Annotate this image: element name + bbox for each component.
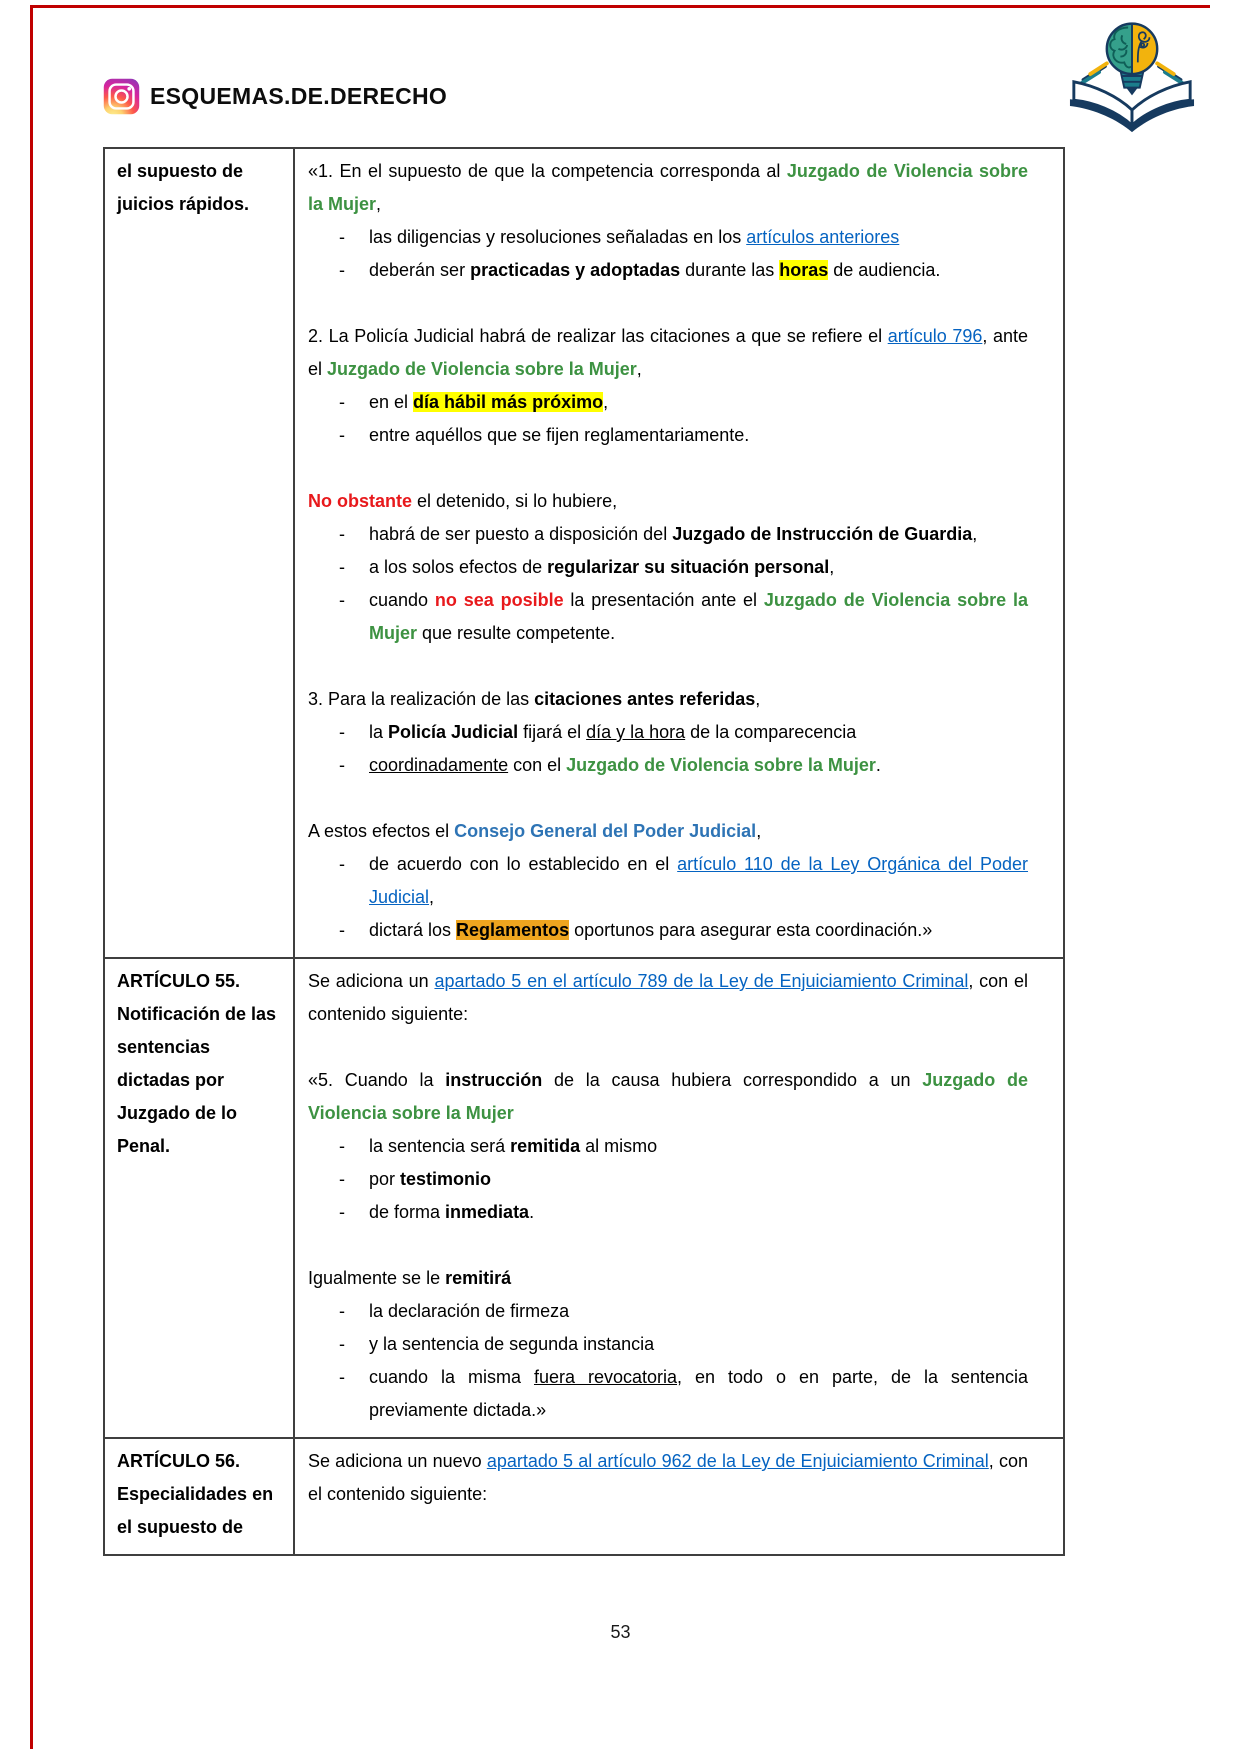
text-segment: la sentencia será [369, 1136, 511, 1156]
bold-text: practicadas y adoptadas [470, 260, 681, 280]
text-segment: , [603, 392, 609, 412]
row-label-line: dictadas por [117, 1070, 225, 1090]
row-label-line: Especialidades en [117, 1484, 274, 1504]
page-frame-top [30, 5, 1210, 8]
row-label [103, 959, 295, 1437]
bullet-text [369, 419, 1028, 452]
bullet-dash: - [339, 854, 345, 874]
instagram-icon [103, 78, 140, 115]
text-segment: 3. Para la realización de las [308, 689, 535, 709]
bullet-text [369, 221, 1028, 254]
table-row [103, 1439, 1065, 1556]
bullet-text [369, 254, 1028, 287]
row-label-line: Notificación de las [117, 1004, 277, 1024]
bullet-dash: - [339, 1334, 345, 1354]
bullet-text [369, 386, 1028, 419]
bullet-dash: - [339, 1169, 345, 1189]
row-label [103, 149, 295, 957]
document-table [103, 147, 1065, 1556]
paragraph [308, 815, 1028, 848]
bold-text: instrucción [445, 1070, 543, 1090]
text-segment: Se adiciona un nuevo [308, 1451, 487, 1471]
text-segment: , [636, 359, 642, 379]
text-segment: entre aquéllos que se fijen reglamentariamente. [369, 425, 750, 445]
bullet-text [369, 848, 1028, 914]
row-label-line: Juzgado de lo [117, 1103, 238, 1123]
text-segment: , ante el [308, 326, 1028, 379]
keyword-green: Juzgado de Violencia sobre la Mujer [308, 161, 1028, 214]
underlined-text: día y la hora [586, 722, 686, 742]
text-segment: de la causa hubiera correspondido a un [542, 1070, 923, 1090]
bullet-item [308, 386, 1028, 419]
row-label-line: sentencias [117, 1037, 211, 1057]
bullet-text [369, 1130, 1028, 1163]
text-segment: cuando [369, 590, 435, 610]
text-segment: que resulte competente. [417, 623, 616, 643]
text-segment: oportunos para asegurar esta coordinación.» [569, 920, 933, 940]
text-segment: en el [369, 392, 414, 412]
brand-logo-book-brain-bulb [1062, 12, 1202, 138]
bullet-item [308, 584, 1028, 650]
text-segment: al mismo [580, 1136, 658, 1156]
bold-text: citaciones antes referidas [534, 689, 756, 709]
text-segment: , en todo o en parte, de la sentencia previamente dictada.» [369, 1367, 1028, 1420]
underlined-text: coordinadamente [369, 755, 509, 775]
paragraph [308, 155, 1028, 221]
keyword-green: Juzgado de Violencia sobre la Mujer [566, 755, 876, 775]
bullet-item [308, 254, 1028, 287]
bullet-dash: - [339, 425, 345, 445]
paragraph-spacer [308, 1031, 1028, 1064]
paragraph [308, 320, 1028, 386]
text-segment: «5. Cuando la [308, 1070, 446, 1090]
text-segment: la [369, 722, 389, 742]
bullet-text [369, 518, 1028, 551]
text-segment: durante las [680, 260, 780, 280]
bullet-item [308, 419, 1028, 452]
bullet-dash: - [339, 260, 345, 280]
keyword-green: Juzgado de Violencia sobre la Mujer [327, 359, 637, 379]
bullet-item [308, 1196, 1028, 1229]
bold-text: Juzgado de Instrucción de Guardia [672, 524, 973, 544]
highlighted-text: horas [779, 260, 829, 280]
text-segment: las diligencias y resoluciones señaladas en los [369, 227, 747, 247]
highlighted-text: Reglamentos [456, 920, 570, 940]
text-segment: fijará el [518, 722, 587, 742]
bullet-dash: - [339, 920, 345, 940]
row-label-line: juicios rápidos. [117, 194, 250, 214]
text-segment: deberán ser [369, 260, 471, 280]
bullet-dash: - [339, 227, 345, 247]
text-segment: Igualmente se le [308, 1268, 446, 1288]
bullet-text [369, 584, 1028, 650]
text-segment: , con el contenido siguiente: [308, 971, 1028, 1024]
bullet-text [369, 1361, 1028, 1427]
text-segment: de la comparecencia [685, 722, 857, 742]
bullet-item [308, 518, 1028, 551]
bullet-dash: - [339, 392, 345, 412]
bullet-dash: - [339, 755, 345, 775]
text-segment: dictará los [369, 920, 457, 940]
bold-text: Policía Judicial [388, 722, 519, 742]
bullet-dash: - [339, 557, 345, 577]
row-label-line: Penal. [117, 1136, 171, 1156]
bullet-item [308, 1295, 1028, 1328]
brand-header [103, 78, 447, 115]
page-frame-left [30, 5, 33, 1749]
text-segment: . [875, 755, 881, 775]
bold-text: testimonio [400, 1169, 492, 1189]
institution-name: Consejo General del Poder Judicial [454, 821, 757, 841]
bullet-text [369, 1196, 1028, 1229]
row-label-line: el supuesto de [117, 1517, 244, 1537]
row-label-line: el supuesto de [117, 161, 244, 181]
text-segment: , [756, 821, 762, 841]
paragraph-spacer [308, 1229, 1028, 1262]
bullet-item [308, 848, 1028, 914]
bullet-dash: - [339, 1301, 345, 1321]
paragraph [308, 485, 1028, 518]
bullet-item [308, 1130, 1028, 1163]
highlighted-text: día hábil más próximo [413, 392, 604, 412]
bullet-text [369, 551, 1028, 584]
table-row [103, 959, 1065, 1439]
paragraph [308, 1064, 1028, 1130]
text-segment: de acuerdo con lo establecido en el [369, 854, 678, 874]
bullet-item [308, 716, 1028, 749]
paragraph-spacer [308, 452, 1028, 485]
text-segment: de audiencia. [828, 260, 941, 280]
underlined-text: fuera revocatoria [533, 1367, 678, 1387]
bullet-text [369, 716, 1028, 749]
table-row [103, 149, 1065, 959]
text-segment: Se adiciona un [308, 971, 435, 991]
bullet-dash: - [339, 722, 345, 742]
paragraph [308, 965, 1028, 1031]
row-content [295, 959, 1065, 1437]
text-segment: la declaración de firmeza [369, 1301, 570, 1321]
bullet-dash: - [339, 1136, 345, 1156]
legal-reference-link[interactable]: apartado 5 al artículo 962 de la Ley de Enjuiciamiento Criminal [486, 1451, 989, 1471]
bullet-text [369, 1328, 1028, 1361]
text-segment: , con el contenido siguiente: [308, 1451, 1028, 1504]
text-segment: y la sentencia de segunda instancia [369, 1334, 655, 1354]
bullet-item [308, 1163, 1028, 1196]
paragraph [308, 1445, 1028, 1511]
row-label [103, 1439, 295, 1554]
bullet-item [308, 551, 1028, 584]
keyword-red: no sea posible [434, 590, 564, 610]
bullet-item [308, 221, 1028, 254]
legal-reference-link[interactable]: apartado 5 en el artículo 789 de la Ley de Enjuiciamiento Criminal [434, 971, 969, 991]
text-segment: , [829, 557, 835, 577]
page-number: 53 [610, 1622, 631, 1642]
bold-text: regularizar su situación personal [547, 557, 830, 577]
paragraph-spacer [308, 650, 1028, 683]
bold-text: inmediata [445, 1202, 530, 1222]
legal-reference-link[interactable]: artículos anteriores [746, 227, 900, 247]
text-segment: , [755, 689, 761, 709]
text-segment: , [429, 887, 435, 907]
row-content [295, 1439, 1065, 1554]
text-segment: 2. La Policía Judicial habrá de realizar las citaciones a que se refiere el [308, 326, 888, 346]
keyword-red: No obstante [308, 491, 413, 511]
legal-reference-link[interactable]: artículo 796 [887, 326, 983, 346]
bullet-item [308, 1361, 1028, 1427]
text-segment: , [376, 194, 382, 214]
text-segment: a los solos efectos de [369, 557, 548, 577]
text-segment: cuando la misma [369, 1367, 534, 1387]
text-segment: , [972, 524, 978, 544]
text-segment: «1. En el supuesto de que la competencia corresponda al [308, 161, 787, 181]
paragraph-spacer [308, 782, 1028, 815]
bullet-text [369, 1295, 1028, 1328]
row-label-line: ARTÍCULO 56. [117, 1451, 241, 1471]
text-segment: habrá de ser puesto a disposición del [369, 524, 673, 544]
bullet-text [369, 914, 1028, 947]
text-segment: A estos efectos el [308, 821, 455, 841]
bold-text: remitirá [445, 1268, 512, 1288]
bullet-text [369, 749, 1028, 782]
bold-text: remitida [510, 1136, 581, 1156]
row-label-line: ARTÍCULO 55. [117, 971, 241, 991]
bullet-dash: - [339, 590, 345, 610]
bullet-text [369, 1163, 1028, 1196]
paragraph-spacer [308, 287, 1028, 320]
text-segment: la presentación ante el [563, 590, 764, 610]
bullet-dash: - [339, 1367, 345, 1387]
bullet-item [308, 749, 1028, 782]
keyword-green: Juzgado de Violencia sobre la Mujer [308, 1070, 1028, 1123]
bullet-dash: - [339, 524, 345, 544]
legal-reference-link[interactable]: artículo 110 de la Ley Orgánica del Poder Judicial [369, 854, 1029, 907]
text-segment: . [529, 1202, 535, 1222]
bullet-item [308, 1328, 1028, 1361]
text-segment: con el [508, 755, 567, 775]
text-segment: de forma [369, 1202, 446, 1222]
paragraph [308, 683, 1028, 716]
bullet-dash: - [339, 1202, 345, 1222]
text-segment: el detenido, si lo hubiere, [412, 491, 618, 511]
brand-name: ESQUEMAS.DE.DERECHO [150, 83, 448, 109]
paragraph [308, 1262, 1028, 1295]
text-segment: por [369, 1169, 401, 1189]
row-content [295, 149, 1065, 957]
keyword-green: Juzgado de Violencia sobre la Mujer [369, 590, 1028, 643]
bullet-item [308, 914, 1028, 947]
